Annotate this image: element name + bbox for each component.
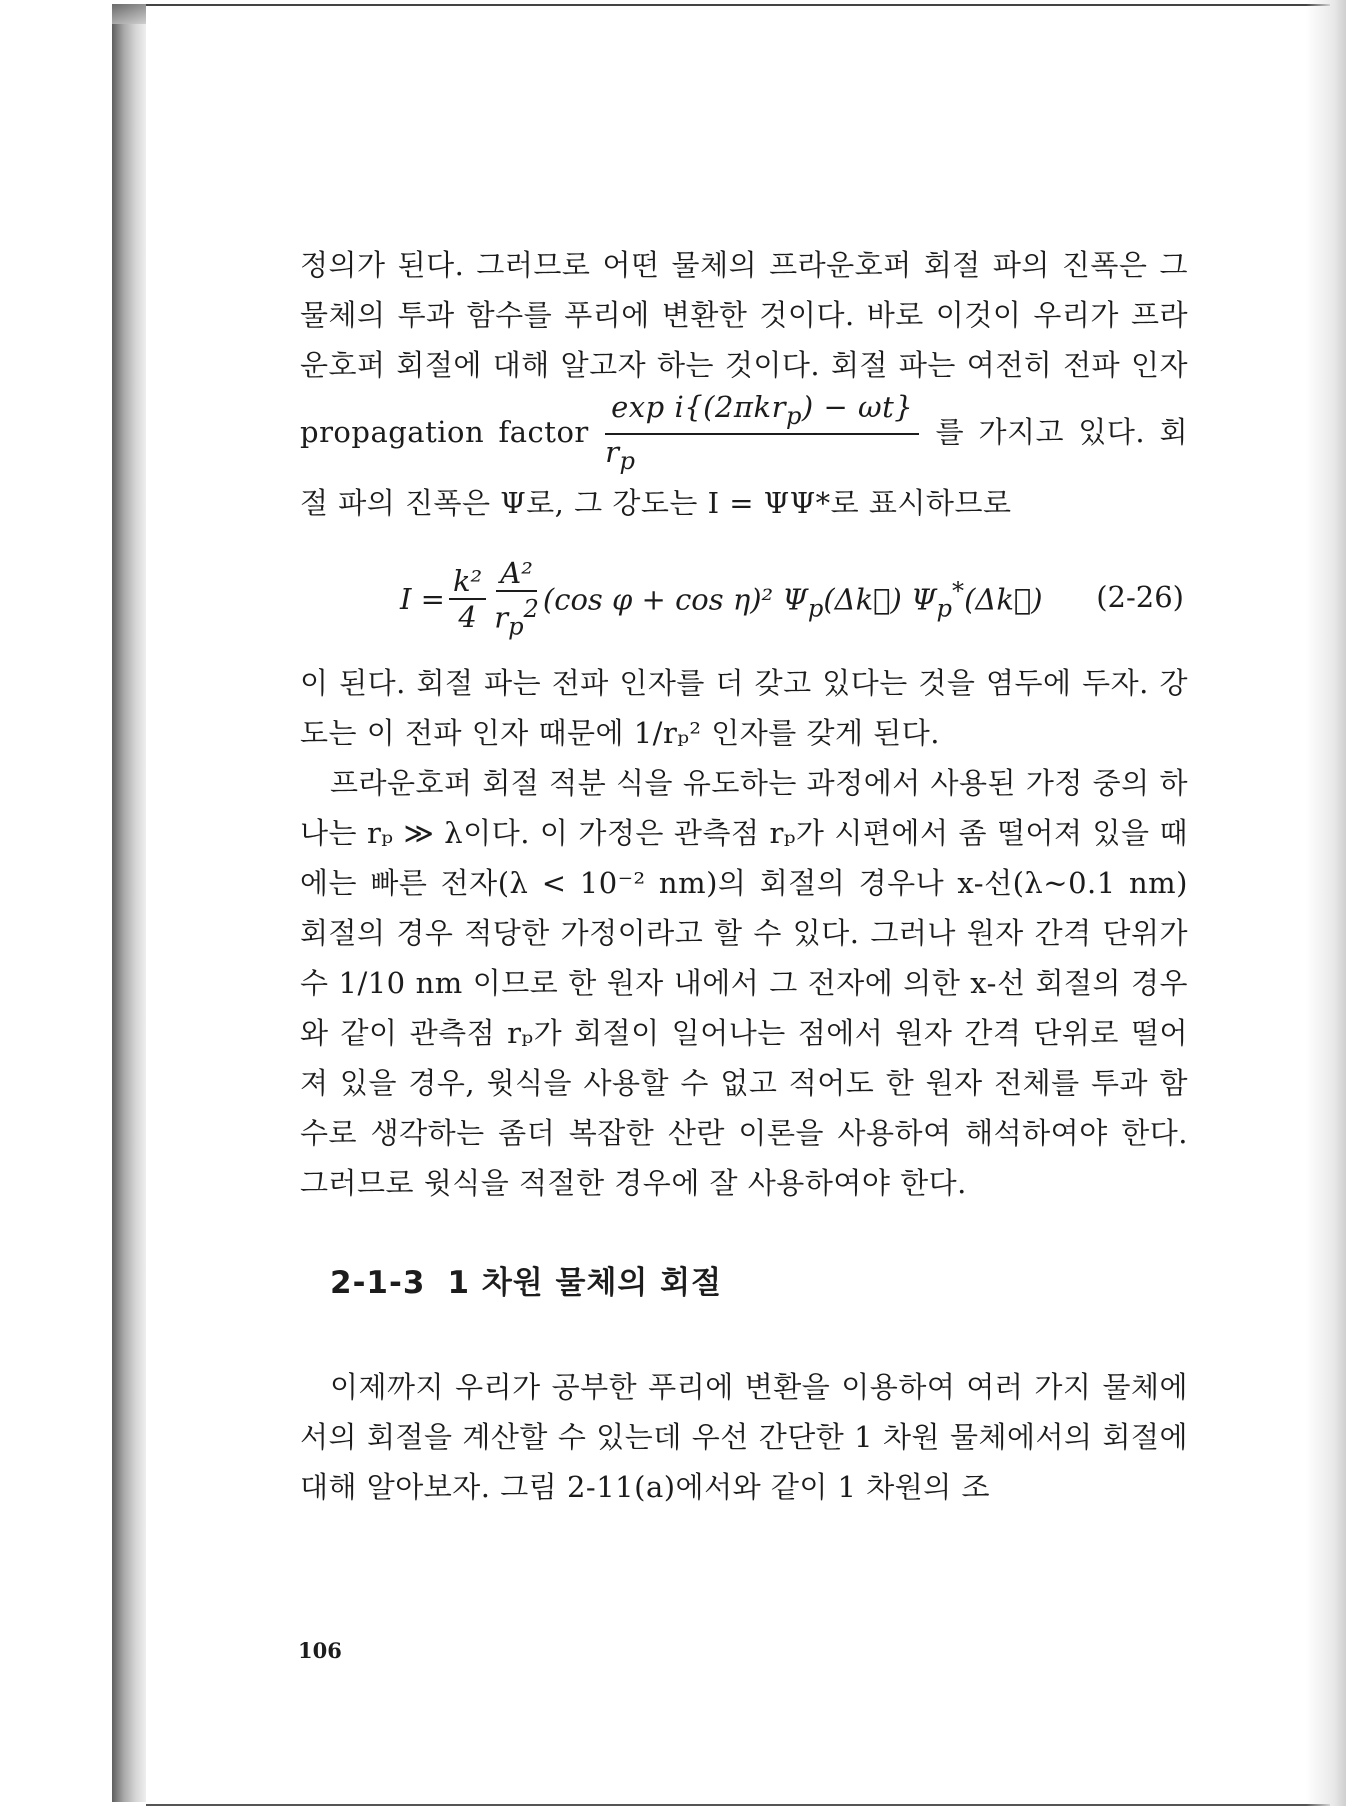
book-spine-corner	[112, 4, 146, 24]
equation-body-text: (cos φ + cos η)² Ψ	[542, 582, 808, 617]
paragraph-3: 프라운호퍼 회절 적분 식을 유도하는 과정에서 사용된 가정 중의 하나는 rₚ ≫ λ이다. 이 가정은 관측점 rₚ가 시편에서 좀 떨어져 있을 때에는 빠른 전자(λ < 10⁻² nm)의 회절의 경우나 x-선(λ~0.1 nm) 회절의 경우 적당한 가정이라고 할 수 있다. 그러나 원자 간격 단위가 수 1/10 nm 이므로 한 원자 내에서 그 전자에 의한 x-선 회절의 경우와 같이 관측점 rₚ가 회절이 일어나는 점에서 원자 간격 단위로 떨어져 있을 경우, 윗식을 사용할 수 없고 적어도 한 원자 전체를 투과 함수로 생각하는 좀더 복잡한 산란 이론을 사용하여 해석하여야 한다. 그러므로 윗식을 적절한 경우에 잘 사용하여야 한다.	[300, 765, 1188, 1200]
denominator-text: r	[605, 434, 620, 469]
paragraph-4: 이제까지 우리가 공부한 푸리에 변환을 이용하여 여러 가지 물체에서의 회절을 계산할 수 있는데 우선 간단한 1 차원 물체에서의 회절에 대해 알아보자. 그림 2-11(a)에서와 같이 1 차원의 조	[300, 1369, 1188, 1504]
numerator-subscript: p	[785, 401, 802, 430]
fraction-k-denominator: 4	[458, 600, 477, 635]
fraction-a-den-sub: p	[508, 612, 524, 641]
section-number: 2-1-3	[330, 1264, 426, 1301]
fraction-a-den-text: r	[494, 600, 509, 635]
paragraph-2: 이 된다. 회절 파는 전파 인자를 더 갖고 있다는 것을 염두에 두자. 강도는 이 전파 인자 때문에 1/rₚ² 인자를 갖게 된다.	[300, 665, 1188, 750]
equation-body-sub2: p	[936, 594, 952, 623]
equation-body-sup2: *	[951, 576, 965, 605]
equation-body-sub: p	[807, 594, 824, 623]
page-number: 106	[298, 1638, 342, 1663]
propagation-factor-numerator	[605, 390, 919, 435]
fraction-a-den-sup: 2	[523, 594, 539, 623]
numerator-tail: ) − ωt}	[801, 390, 914, 424]
denominator-subscript: p	[619, 446, 636, 475]
equation-fraction-k	[449, 564, 486, 634]
equation-fraction-a	[494, 556, 539, 643]
equation-rest	[543, 566, 1043, 633]
page-body	[300, 240, 1188, 1512]
fraction-k-numerator: k²	[449, 564, 486, 600]
equation-lhs: I =	[400, 582, 445, 617]
numerator-text: exp i{(2πkr	[611, 390, 786, 424]
propagation-factor-fraction	[605, 390, 919, 478]
section-heading	[330, 1258, 1188, 1308]
book-spine	[112, 4, 146, 1802]
section-title: 1 차원 물체의 회절	[447, 1264, 723, 1301]
paragraph-1-continued: 를 가지고 있다. 회절 파의 진폭은 Ψ로, 그 강도는 I = ΨΨ*로 표시하므로	[300, 414, 1189, 520]
equation-body-tail: (Δk⃗) Ψ	[823, 582, 937, 617]
equation-2-26	[300, 546, 1188, 641]
paragraph-1	[300, 240, 1188, 528]
page-edge-shadow	[1306, 0, 1346, 1806]
propagation-factor-denominator	[605, 435, 919, 478]
fraction-a-numerator: A²	[496, 556, 537, 592]
equation-body	[400, 556, 1043, 643]
equation-number: (2-26)	[1096, 579, 1184, 614]
fraction-a-denominator	[494, 592, 539, 643]
paragraph-1-text: 정의가 된다. 그러므로 어떤 물체의 프라운호퍼 회절 파의 진폭은 그 물체의 투과 함수를 푸리에 변환한 것이다. 바로 이것이 우리가 프라운호퍼 회절에 대해 알고자 하는 것이다. 회절 파는 여전히 전파 인자 propagation factor	[300, 248, 1188, 449]
equation-body-tail2: (Δk⃗)	[964, 582, 1043, 617]
